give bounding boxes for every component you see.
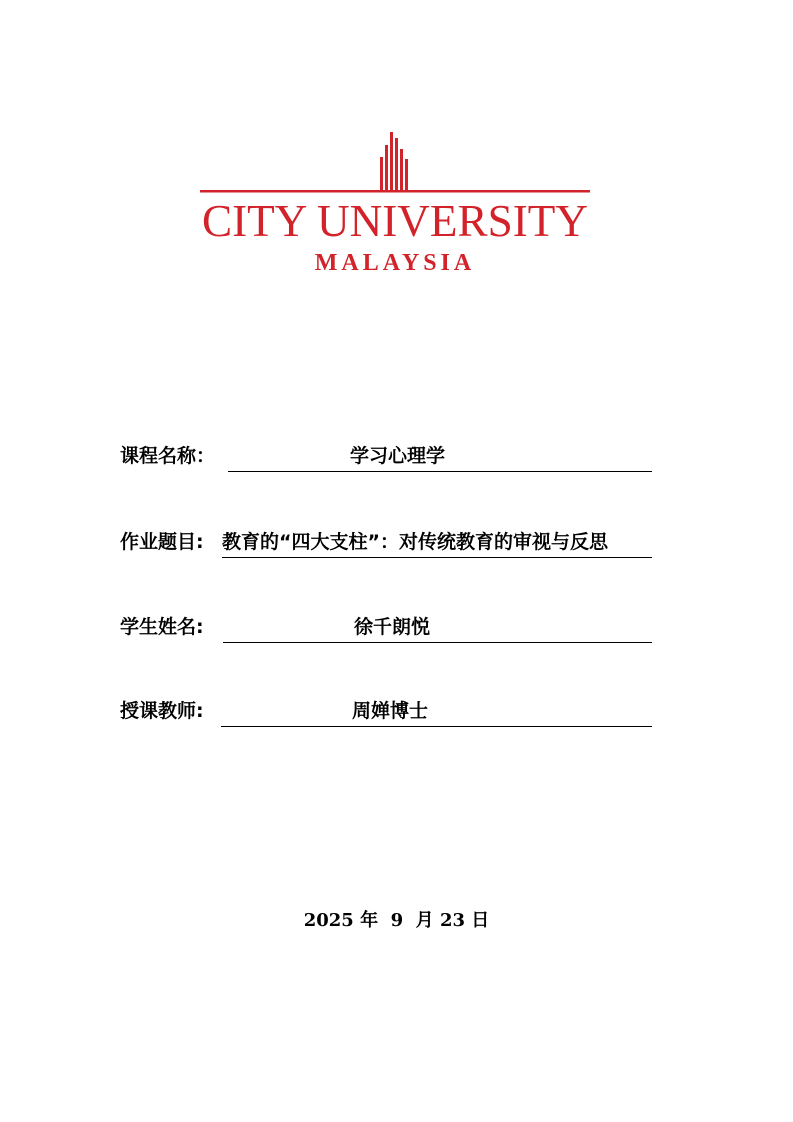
course-name-label: 课程名称： xyxy=(120,445,216,467)
student-name-value: 徐千朗悦 xyxy=(354,616,431,638)
instructor-value: 周婵博士 xyxy=(352,700,429,722)
logo-name: CITY UNIVERSITY xyxy=(202,195,588,246)
logo-graphic xyxy=(196,122,596,282)
submission-date: 2025 年 9 月 23 日 xyxy=(303,910,490,931)
instructor-field xyxy=(120,697,652,727)
student-name-underline xyxy=(223,642,652,643)
assignment-title-field xyxy=(120,528,652,558)
course-name-underline xyxy=(228,471,652,472)
assignment-title-label: 作业题目: xyxy=(120,531,204,553)
logo-tower-icon xyxy=(380,132,408,190)
instructor-underline xyxy=(221,726,652,727)
instructor-label: 授课教师: xyxy=(120,700,204,722)
logo-subtitle: MALAYSIA xyxy=(314,250,476,276)
student-name-field xyxy=(120,613,652,643)
student-name-label: 学生姓名: xyxy=(120,616,204,638)
assignment-title-underline xyxy=(222,557,652,558)
university-logo xyxy=(196,122,596,282)
assignment-title-value: 教育的“四大支柱”：对传统教育的审视与反思 xyxy=(222,531,608,553)
course-name-value: 学习心理学 xyxy=(350,445,446,467)
course-name-field xyxy=(120,442,652,472)
logo-divider xyxy=(200,190,590,193)
